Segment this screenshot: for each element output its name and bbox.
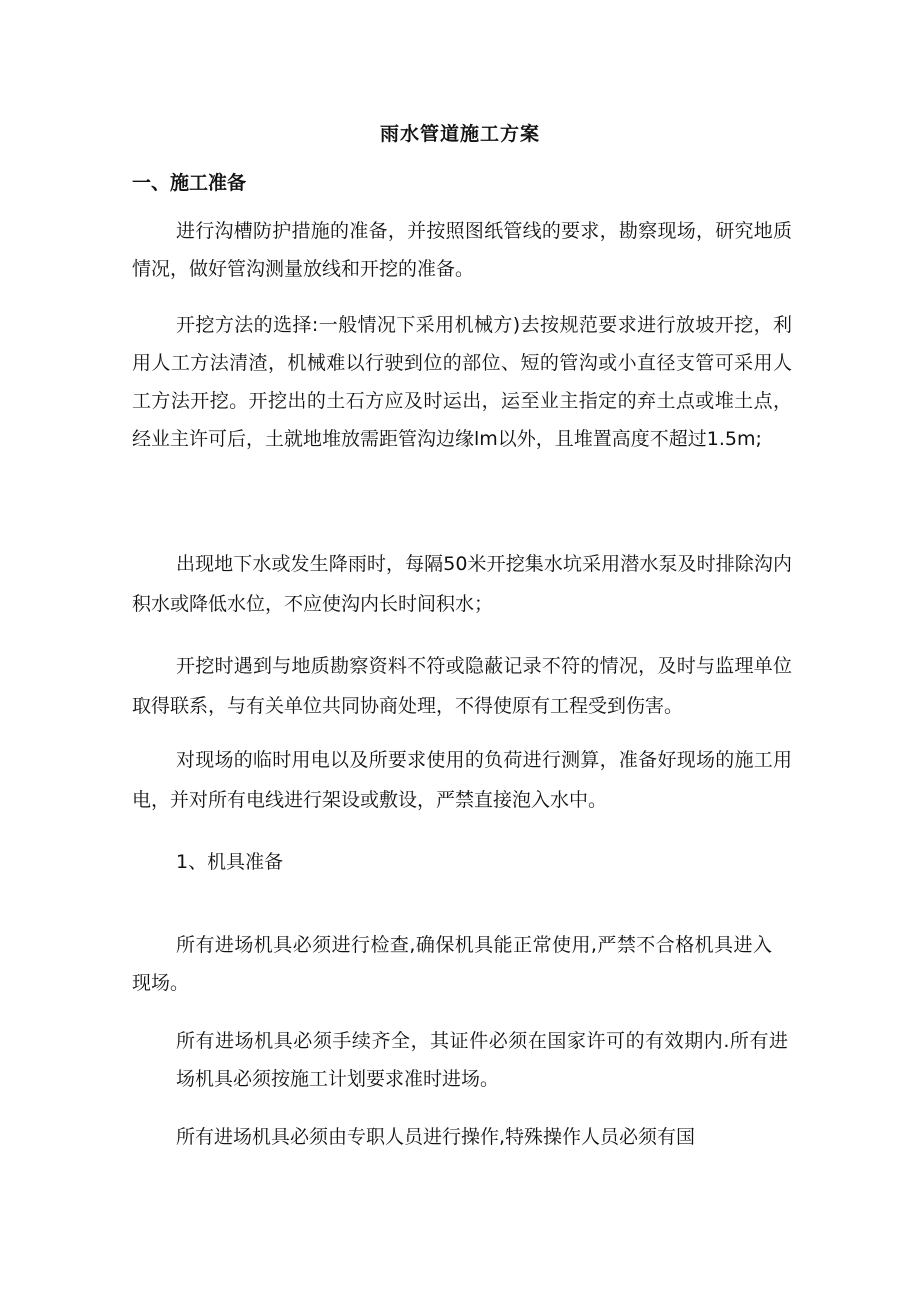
document-title: 雨水管道施工方案	[379, 123, 540, 145]
section-heading: 一、施工准备	[132, 172, 247, 194]
subsection-paragraph-3: 所有进场机具必须由专职人员进行操作,特殊操作人员必须有国	[176, 1126, 696, 1148]
paragraph-1: 进行沟槽防护措施的准备，并按照图纸管线的要求，勘察现场，研究地质情况，做好管沟测量放线和开挖的准备。	[132, 220, 792, 280]
paragraph-3: 出现地下水或发生降雨时，每隔50米开挖集水坑采用潜水泵及时排除沟内积水或降低水位，不应使沟内长时间积水；	[132, 553, 792, 615]
paragraph-4: 开挖时遇到与地质勘察资料不符或隐蔽记录不符的情况，及时与监理单位取得联系，与有关单位共同协商处理，不得使原有工程受到伤害。	[132, 655, 792, 717]
subsection-paragraph-1: 所有进场机具必须进行检查,确保机具能正常使用,严禁不合格机具进入现场。	[132, 934, 772, 994]
paragraph-5: 对现场的临时用电以及所要求使用的负荷进行测算，准备好现场的施工用电，并对所有电线进行架设或敷设，严禁直接泡入水中。	[132, 749, 792, 811]
subsection-heading: 1、机具准备	[176, 851, 284, 873]
subsection-paragraph-2: 所有进场机具必须手续齐全，其证件必须在国家许可的有效期内.所有进场机具必须按施工计划要求准时进场。	[176, 1030, 788, 1090]
paragraph-2: 开挖方法的选择:一般情况下采用机械方)去按规范要求进行放坡开挖，利用人工方法清渣，机械难以行驶到位的部位、短的管沟或小直径支管可采用人工方法开挖。开挖出的土石方应及时运出，运至业主指定的弃土点或堆土点，经业主许可后，土就地堆放需距管沟边缘lm以外，且堆置高度不超过1.5m;	[132, 314, 792, 450]
